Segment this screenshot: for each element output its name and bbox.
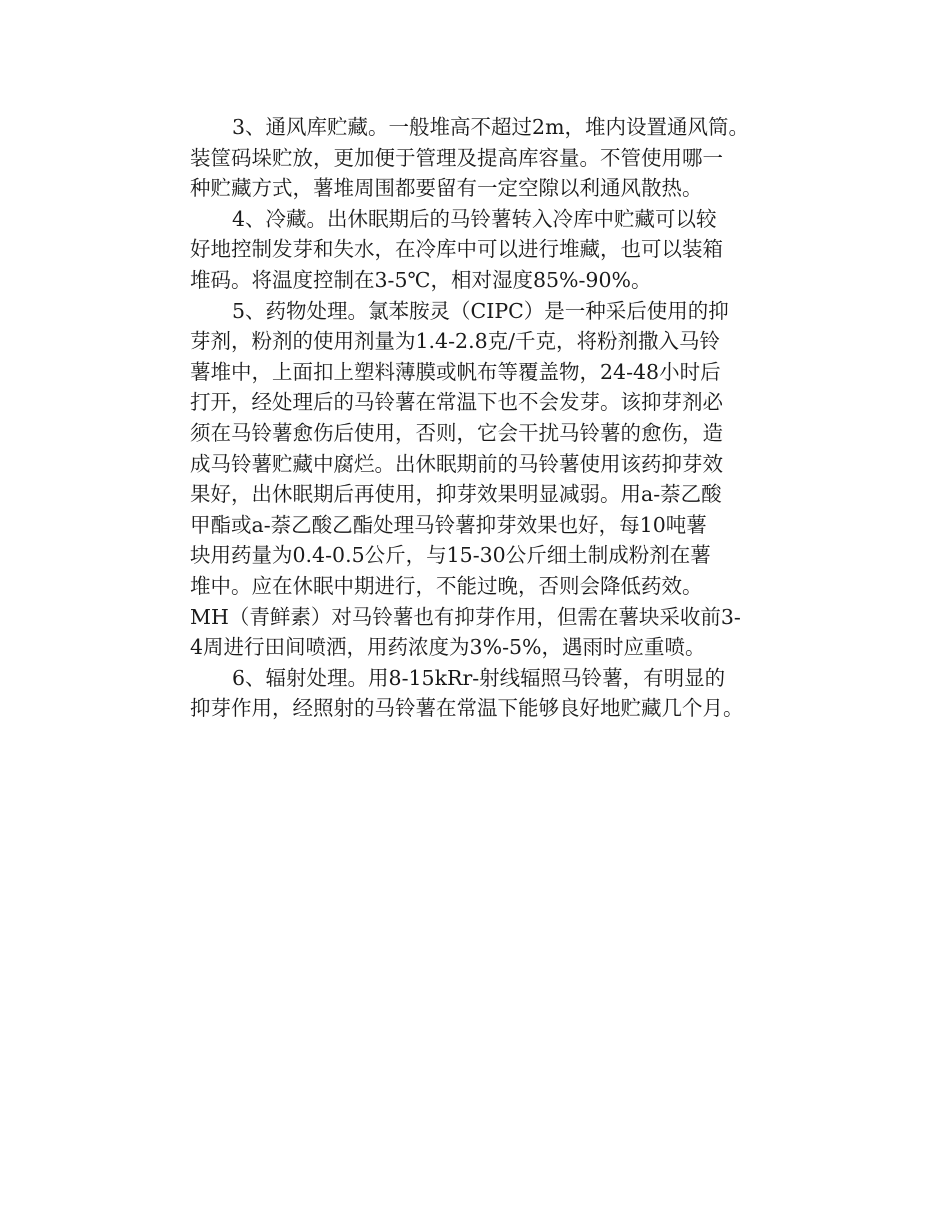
- text-line: 4周进行田间喷洒，用药浓度为3%-5%，遇雨时应重喷。: [190, 635, 706, 660]
- text-line: 抑芽作用，经照射的马铃薯在常温下能够良好地贮藏几个月。: [190, 696, 744, 721]
- text-line: 果好，出休眠期后再使用，抑芽效果明显减弱。用a-萘乙酸: [190, 482, 722, 507]
- text-line: 成马铃薯贮藏中腐烂。出休眠期前的马铃薯使用该药抑芽效: [190, 451, 723, 476]
- text-line: 薯堆中，上面扣上塑料薄膜或帆布等覆盖物，24-48小时后: [190, 359, 721, 384]
- text-line: 堆码。将温度控制在3-5℃，相对湿度85%-90%。: [190, 267, 652, 292]
- text-line: 装筐码垛贮放，更加便于管理及提高库容量。不管使用哪一: [190, 145, 723, 170]
- text-line: 堆中。应在休眠中期进行，不能过晚，否则会降低药效。: [190, 573, 703, 598]
- text-line: 好地控制发芽和失水，在冷库中可以进行堆藏，也可以装箱: [190, 237, 723, 262]
- text-line: 打开，经处理后的马铃薯在常温下也不会发芽。该抑芽剂必: [190, 390, 723, 415]
- document-body: [190, 112, 770, 724]
- text-line: 6、辐射处理。用8-15kRr-射线辐照马铃薯，有明显的: [232, 665, 726, 690]
- text-line: 甲酯或a-萘乙酸乙酯处理马铃薯抑芽效果也好，每10吨薯: [190, 512, 707, 537]
- text-line: 3、通风库贮藏。一般堆高不超过2m，堆内设置通风筒。: [232, 115, 750, 139]
- text-line: 块用药量为0.4-0.5公斤，与15-30公斤细土制成粉剂在薯: [190, 543, 711, 568]
- text-line: 4、冷藏。出休眠期后的马铃薯转入冷库中贮藏可以较: [232, 206, 717, 231]
- text-line: 5、药物处理。氯苯胺灵（CIPC）是一种采后使用的抑: [232, 298, 729, 323]
- text-line: 种贮藏方式，薯堆周围都要留有一定空隙以利通风散热。: [190, 176, 703, 201]
- text-line: MH（青鲜素）对马铃薯也有抑芽作用，但需在薯块采收前3-: [190, 604, 741, 629]
- text-line: 须在马铃薯愈伤后使用，否则，它会干扰马铃薯的愈伤，造: [190, 420, 723, 445]
- text-line: 芽剂，粉剂的使用剂量为1.4-2.8克/千克，将粉剂撒入马铃: [190, 329, 721, 354]
